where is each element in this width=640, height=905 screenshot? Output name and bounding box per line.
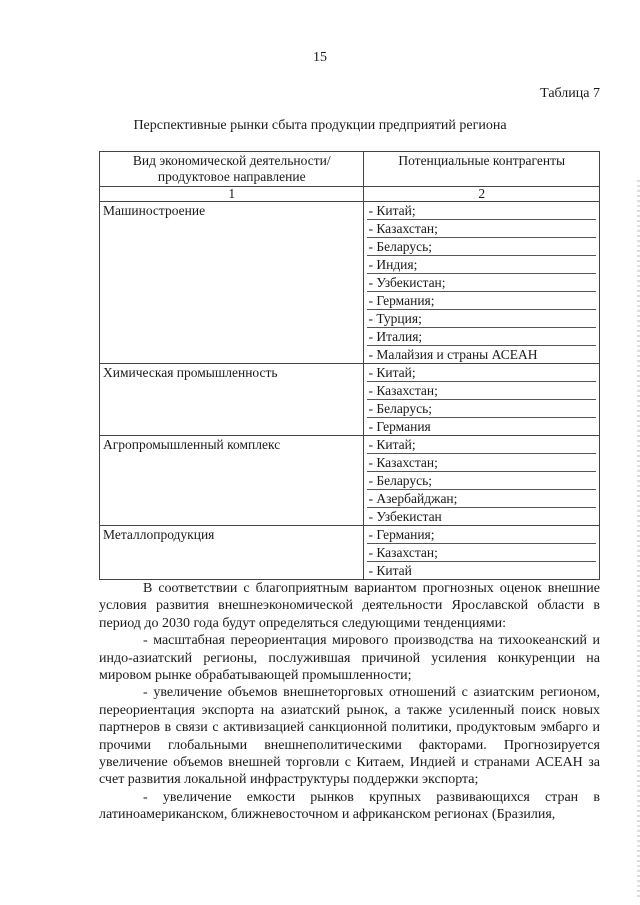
partner-item: - Казахстан; — [367, 454, 596, 472]
partner-item: - Беларусь; — [367, 238, 596, 256]
partner-item: - Германия; — [367, 526, 596, 544]
partners-list — [367, 436, 596, 525]
activity-cell: Химическая промышленность — [100, 364, 364, 436]
partner-item: - Китай; — [367, 436, 596, 454]
partners-cell — [364, 526, 600, 580]
partner-item: - Германия; — [367, 292, 596, 310]
table-title: Перспективные рынки сбыта продукции предприятий региона — [133, 118, 507, 133]
partners-cell — [364, 436, 600, 526]
partner-item: - Узбекистан; — [367, 274, 596, 292]
partner-item: - Германия — [368, 419, 431, 434]
partner-item: - Азербайджан; — [367, 490, 596, 508]
activity-cell: Агропромышленный комплекс — [100, 436, 364, 526]
table-header-row — [100, 152, 600, 187]
table-row — [100, 436, 600, 526]
column-number-row — [100, 187, 600, 202]
page-number: 15 — [313, 50, 327, 65]
partner-item: - Узбекистан — [368, 509, 442, 524]
table-row — [100, 364, 600, 436]
partner-item: - Турция; — [367, 310, 596, 328]
partner-item: - Китай; — [367, 364, 596, 382]
partner-item: - Казахстан; — [367, 544, 596, 562]
table-row — [100, 526, 600, 580]
column-number-1: 1 — [100, 187, 364, 202]
partner-item: - Индия; — [367, 256, 596, 274]
table-label: Таблица 7 — [540, 86, 600, 101]
paragraph: - увеличение емкости рынков крупных развивающихся стран в латиноамериканском, ближневосточном и африканском регионах (Бразилия, — [99, 789, 600, 823]
paragraph: В соответствии с благоприятным вариантом прогнозных оценок внешние условия развития внешнеэкономической деятельности Ярославской области в период до 2030 года будут определяться следующими тенденциями: — [99, 581, 600, 631]
paragraph: - масштабная переориентация мирового производства на тихоокеанский и индо-азиатский регионы, послужившая причиной усиления конкуренции на мировом рынке обрабатывающей промышленности; — [99, 633, 600, 684]
partner-item: - Казахстан; — [367, 220, 596, 238]
partners-list — [367, 364, 596, 435]
header-activity: Вид экономической деятельности/ продуктовое направление — [100, 152, 364, 187]
partners-list — [367, 202, 596, 363]
markets-table — [99, 151, 600, 580]
partner-item: - Китай; — [367, 202, 596, 220]
partner-item: - Казахстан; — [367, 382, 596, 400]
partner-item: - Беларусь; — [367, 400, 596, 418]
partners-cell — [364, 202, 600, 364]
partner-item: - Малайзия и страны АСЕАН — [368, 347, 538, 362]
partners-list — [367, 526, 596, 579]
partner-item: - Беларусь; — [367, 472, 596, 490]
paragraph: - увеличение объемов внешнеторговых отношений с азиатским регионом, переориентация экспорта на азиатский рынок, а также усиленный поиск новых партнеров в связи с активизацией санкционной политики, продуктовым эмбарго и прочими глобальными внешнеполитическими факторами. Прогнозируется увеличение объемов внешней торговли с Китаем, Индией и странами АСЕАН за счет развития локальной инфраструктуры поддержки экспорта; — [99, 685, 600, 788]
partners-cell — [364, 364, 600, 436]
header-partners: Потенциальные контрагенты — [364, 152, 600, 187]
partner-item: - Италия; — [367, 328, 596, 346]
column-number-2: 2 — [364, 187, 600, 202]
body-text — [99, 580, 600, 824]
activity-cell: Металлопродукция — [100, 526, 364, 580]
table-row — [100, 202, 600, 364]
partner-item: - Китай — [368, 563, 412, 578]
activity-cell: Машиностроение — [100, 202, 364, 364]
